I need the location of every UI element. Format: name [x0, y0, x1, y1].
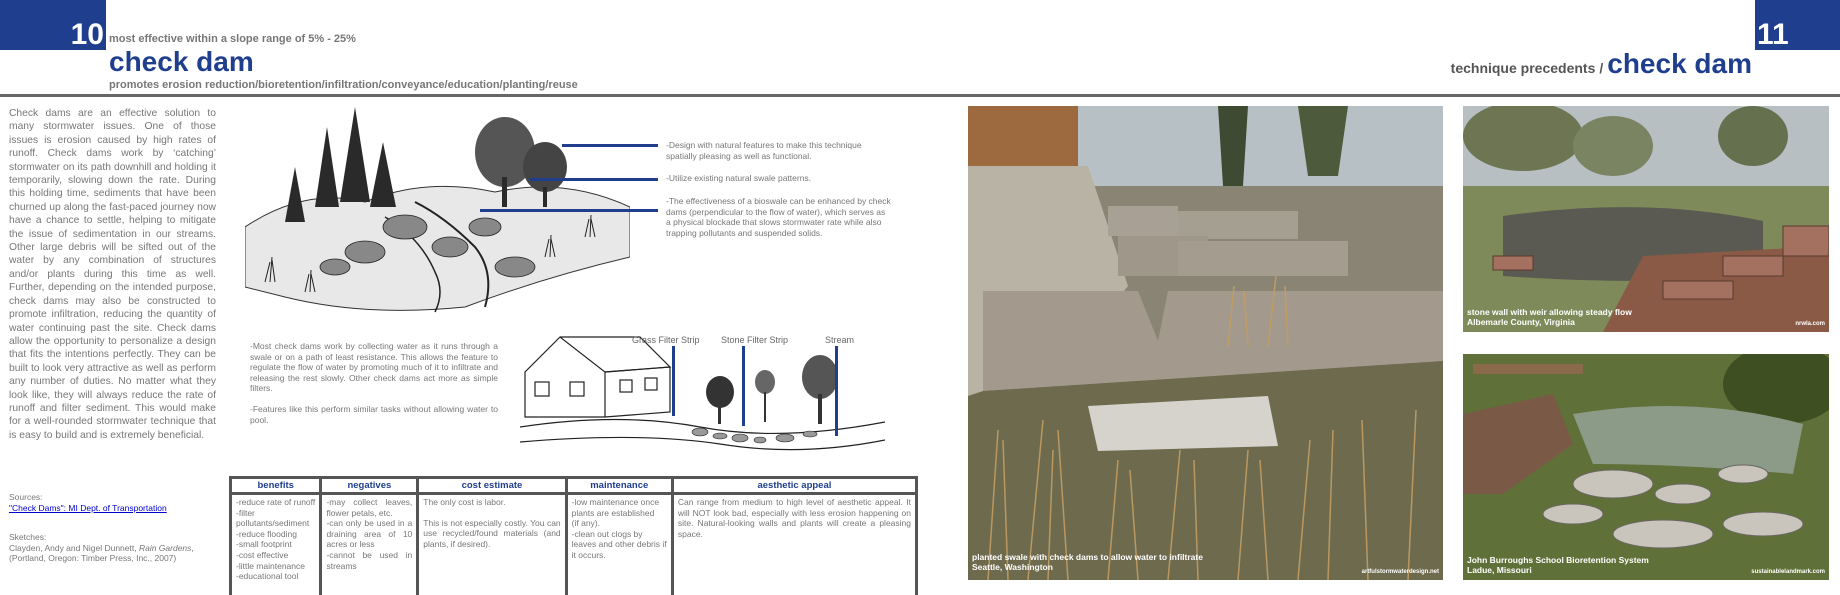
- page-number-left: [0, 0, 106, 50]
- photo-bioretention-system: [1463, 354, 1829, 580]
- mid-note-1: -Most check dams work by collecting water as it runs through a swale or on a path of least resistance. This allows the feature to regulate the flow of water by promoting much of it to infiltrate and releasing the rest slowly. Other check dams act more as simple filters.: [250, 341, 498, 394]
- page-number-right-text: 11: [1757, 18, 1789, 51]
- photo-tr-location: Albemarle County, Virginia: [1467, 317, 1575, 327]
- photo-tr-image: [1463, 106, 1829, 332]
- sketches-citation: Clayden, Andy and Nigel Dunnett, Rain Gardens,: [9, 542, 194, 553]
- callout-line-2: [530, 178, 658, 181]
- cell-aesthetic-appeal: [674, 495, 915, 595]
- page-title: check dam: [109, 46, 254, 77]
- house-sketch: [520, 332, 885, 462]
- sketches-label: Sketches:: [9, 532, 47, 542]
- label-grass-filter-strip: Grass Filter Strip: [632, 335, 700, 345]
- cell-cost-estimate: [419, 495, 564, 595]
- photo-br-image: [1463, 354, 1829, 580]
- callout-text-3: -The effectiveness of a bioswale can be enhanced by check dams (perpendicular to the flow of water), which serves as a physical blockade that slows stormwater rate while also trapping pollutants and suspended solids.: [666, 196, 891, 238]
- page-number-right: [1755, 0, 1840, 50]
- label-stone-filter-strip: Stone Filter Strip: [721, 335, 789, 345]
- callout-line-1: [562, 144, 658, 147]
- technique-precedents-label: technique precedents: [1450, 60, 1596, 76]
- callout-text-2: -Utilize existing natural swale patterns.: [666, 173, 812, 183]
- photo-br-caption-text: John Burroughs School Bioretention System: [1467, 555, 1649, 565]
- cell-line: The only cost is labor.: [423, 497, 506, 507]
- callout-text-1: -Design with natural features to make this technique spatially pleasing as well as functional.: [666, 140, 862, 161]
- cell-line: -low maintenance once plants are established: [571, 497, 660, 518]
- photo-main-caption-text: planted swale with check dams to allow water to infiltrate: [972, 552, 1203, 562]
- cell-line: -filter pollutants/sediment: [236, 507, 310, 529]
- grass-strip-marker: [672, 346, 675, 416]
- cell-line: -reduce flooding: [236, 528, 297, 539]
- cell-line: -educational tool: [236, 571, 299, 582]
- photo-main-location: Seattle, Washington: [972, 562, 1053, 572]
- cell-line: -cost effective: [236, 549, 289, 560]
- mid-note-2: -Features like this perform similar tasks without allowing water to pool.: [250, 403, 498, 425]
- th-cost-estimate: cost estimate: [419, 479, 564, 492]
- house-sketch-drawing: [520, 332, 885, 462]
- sketches-authors: Clayden, Andy and Nigel Dunnett,: [9, 542, 137, 553]
- stone-strip-marker: [742, 346, 745, 426]
- sketches-book: Rain Gardens: [138, 542, 192, 553]
- photo-main-caption: [972, 552, 1203, 572]
- photo-br-caption: [1467, 555, 1649, 575]
- table-row: [232, 495, 915, 595]
- slope-note: most effective within a slope range of 5% - 25%: [109, 33, 356, 45]
- photo-stone-wall-weir: [1463, 106, 1829, 332]
- cell-line: -small footprint: [236, 539, 292, 550]
- cell-spacer: [423, 508, 560, 518]
- right-page-title: [1451, 48, 1752, 80]
- sources-label: Sources:: [9, 492, 43, 502]
- page-number-left-text: 10: [70, 18, 104, 51]
- photo-br-location: Ladue, Missouri: [1467, 565, 1532, 575]
- photo-tr-caption-text: stone wall with weir allowing steady flow: [1467, 307, 1632, 317]
- photo-tr-credit: nrwla.com: [1795, 321, 1825, 327]
- title-slash: /: [1599, 60, 1604, 76]
- photo-br-credit: sustainablelandmark.com: [1751, 569, 1825, 575]
- sketches-publisher: (Portland, Oregon: Timber Press, Inc., 2007): [9, 553, 177, 563]
- photo-tr-caption: [1467, 307, 1632, 327]
- cell-line: -cannot be used in streams: [326, 549, 413, 571]
- attributes-table: [229, 476, 918, 595]
- swale-sketch-drawing: [245, 107, 630, 317]
- th-maintenance: maintenance: [568, 479, 671, 492]
- cell-line: -may collect leaves, flower petals, etc.: [326, 497, 413, 518]
- cell-line: (if any).: [571, 518, 600, 529]
- sketches-block: [9, 532, 239, 564]
- th-benefits: benefits: [232, 479, 319, 492]
- cell-benefits: [232, 495, 319, 595]
- cell-line: This is not especially costly. You can use recycled/found materials (and plants, if desired).: [423, 517, 561, 549]
- cell-maintenance: [568, 495, 671, 595]
- promotes-line: promotes erosion reduction/bioretention/infiltration/conveyance/education/planting/reuse: [109, 79, 578, 91]
- cell-line: -can only be used in a draining area of 10 acres or less: [326, 518, 413, 550]
- cell-line: -clean out clogs by leaves and other debris if it occurs.: [571, 528, 667, 560]
- right-title-name: check dam: [1607, 48, 1752, 79]
- stream-marker: [835, 346, 838, 436]
- sources-link[interactable]: "Check Dams": MI Dept. of Transportation: [9, 502, 167, 513]
- sources-block: [9, 492, 167, 513]
- th-negatives: negatives: [322, 479, 416, 492]
- cell-negatives: [322, 495, 416, 595]
- photo-main-image: [968, 106, 1443, 580]
- cell-line: Can range from medium to high level of aesthetic appeal. It will NOT look bad, especially with less erosion happening on site. Natural-looking walls and plants will create a pleasing space.: [677, 497, 911, 539]
- th-aesthetic-appeal: aesthetic appeal: [674, 479, 915, 492]
- photo-planted-swale: [968, 106, 1443, 580]
- label-stream: Stream: [825, 335, 855, 345]
- photo-main-credit: artfulstormwaterdesign.net: [1361, 569, 1439, 575]
- cell-line: -little maintenance: [236, 560, 305, 571]
- body-text: Check dams are an effective solution to many stormwater issues. One of those issues is erosion caused by high rates of runoff. Check dams work by ‘catching’ stormwater on its path downhill and holding it temporarily, slowing down the rate. During this holding time, sediments that have been churned up along the fast-paced journey now have a chance to settle, helping to mitigate the issue of sedimentation in our streams. Other large debris will be sifted out of the water by any combination of structures and/or plants during this time as well. Further, depending on the intended purpose, check dams may also be constructed to promote infiltration, reducing the quantity of water continuing past the site. Check dams allow the opportunity to personalize a design that fits the intentions perfectly. They can be built to look very attractive as well as perform any number of duties. No matter what they look like, they will always reduce the rate of runoff and filter sediment. This would make for a well-rounded stormwater technique that is easy to build and is extremely beneficial.: [9, 108, 216, 441]
- mid-notes: [250, 341, 498, 425]
- header-rule: [0, 94, 1840, 97]
- table-header-row: [232, 479, 915, 492]
- swale-sketch: [245, 107, 630, 317]
- callout-line-3: [480, 209, 658, 212]
- cell-line: -reduce rate of runoff: [236, 497, 316, 507]
